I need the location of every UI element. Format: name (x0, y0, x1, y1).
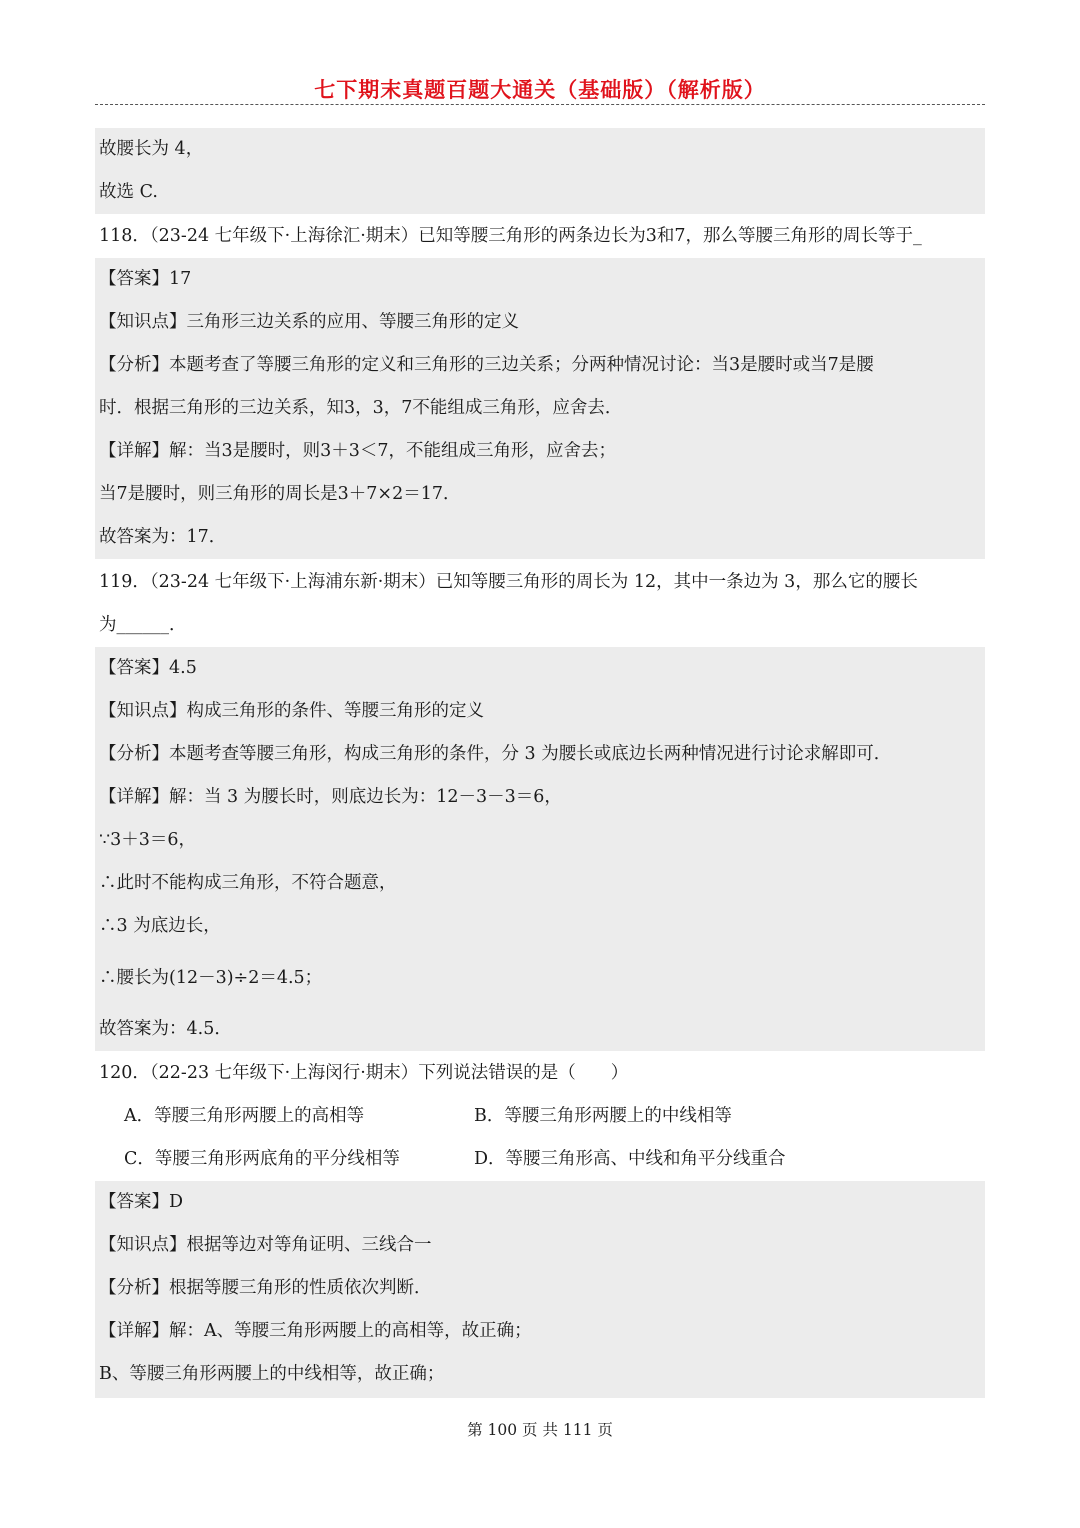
option-a: A．等腰三角形两腰上的高相等 (124, 1106, 365, 1126)
answer-line: 【答案】17 (95, 258, 985, 301)
knowledge-line: 【知识点】构成三角形的条件、等腰三角形的定义 (95, 690, 985, 733)
analysis-line: 【分析】根据等腰三角形的性质依次判断． (95, 1267, 985, 1310)
question-119-cont: 为______． (99, 615, 187, 635)
detail-line: 当7是腰时，则三角形的周长是3＋7×2＝17． (95, 473, 985, 516)
option-d: D．等腰三角形高、中线和角平分线重合 (474, 1149, 786, 1169)
analysis-line: 【分析】本题考查等腰三角形，构成三角形的条件，分 3 为腰长或底边长两种情况进行讨论求解即可． (95, 733, 985, 776)
detail-line: ∴3 为底边长， (95, 905, 985, 948)
answer-line: 【答案】4.5 (95, 647, 985, 690)
detail-line: 【详解】解：当 3 为腰长时，则底边长为：12－3－3＝6， (95, 776, 985, 819)
answer-line: 【答案】D (95, 1181, 985, 1224)
option-b: B．等腰三角形两腰上的中线相等 (474, 1106, 732, 1126)
solution-line: 故选 C. (95, 171, 985, 214)
option-c: C．等腰三角形两底角的平分线相等 (124, 1149, 400, 1169)
detail-line: ∵3＋3＝6， (95, 819, 985, 862)
detail-line: ∴此时不能构成三角形，不符合题意， (95, 862, 985, 905)
conclusion-line: 故答案为：4.5． (95, 1008, 985, 1051)
analysis-line: 【分析】本题考查了等腰三角形的定义和三角形的三边关系；分两种情况讨论：当3是腰时或当7是腰 (95, 344, 985, 387)
analysis-line: 时．根据三角形的三边关系，知3，3，7不能组成三角形，应舍去． (95, 387, 985, 430)
knowledge-line: 【知识点】三角形三边关系的应用、等腰三角形的定义 (95, 301, 985, 344)
question-120: 120．（22-23 七年级下·上海闵行·期末）下列说法错误的是（ ） (99, 1063, 629, 1083)
detail-line: ∴腰长为(12－3)÷2＝4.5； (95, 948, 985, 1008)
page-footer: 第 100 页 共 111 页 (467, 1421, 613, 1439)
question-119: 119．（23-24 七年级下·上海浦东新·期末）已知等腰三角形的周长为 12，其中一条边为 3，那么它的腰长 (99, 572, 918, 592)
conclusion-line: 故答案为：17． (95, 516, 985, 559)
detail-line: 【详解】解：当3是腰时，则3＋3＜7，不能组成三角形，应舍去； (95, 430, 985, 473)
question-118: 118．（23-24 七年级下·上海徐汇·期末）已知等腰三角形的两条边长为3和7，那么等腰三角形的周长等于_ (99, 226, 922, 246)
header-divider (95, 104, 985, 105)
detail-line: 【详解】解：A、等腰三角形两腰上的高相等，故正确； (95, 1310, 985, 1353)
knowledge-line: 【知识点】根据等边对等角证明、三线合一 (95, 1224, 985, 1267)
detail-line: B、等腰三角形两腰上的中线相等，故正确； (95, 1353, 985, 1398)
solution-line: 故腰长为 4， (95, 128, 985, 171)
page-header-title: 七下期末真题百题大通关（基础版）（解析版） (314, 77, 766, 102)
